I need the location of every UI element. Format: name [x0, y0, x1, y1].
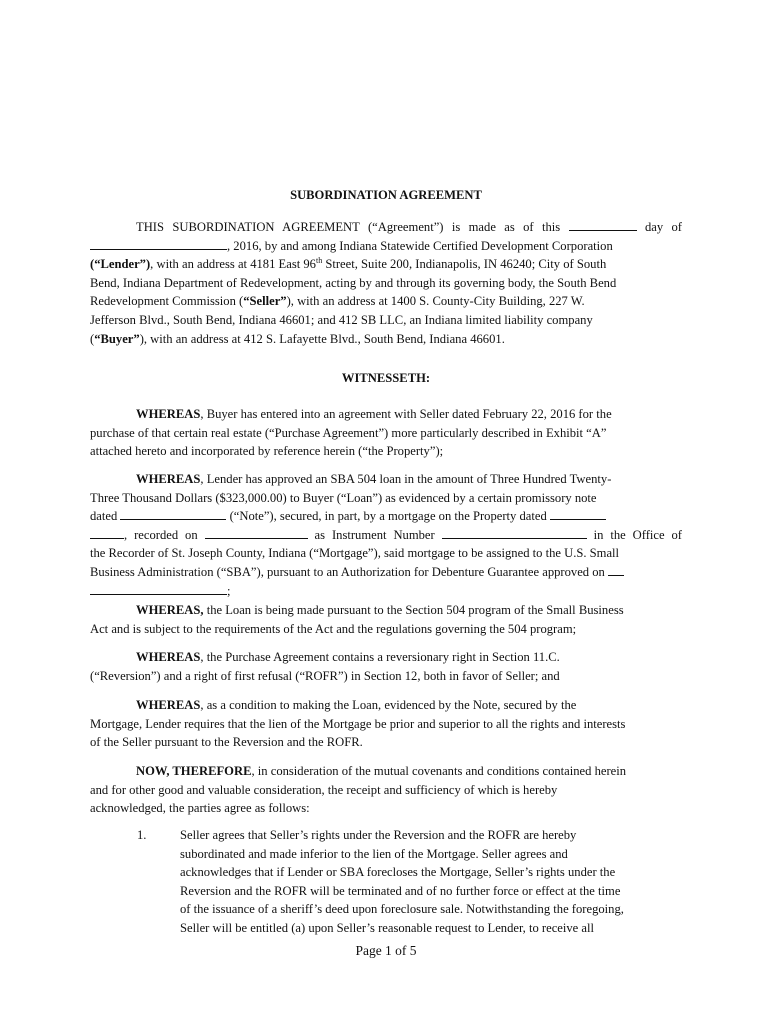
whereas-paragraph-5: WHEREAS, as a condition to making the Loan, evidenced by the Note, secured by the Mortgage, Lender requires that the lien of the Mortgage be prior and superior to all the rights and interests of the Seller pursuant to the Reversion and the ROFR. — [90, 698, 626, 750]
blank-approved-on — [608, 563, 624, 576]
witnesseth-heading: WITNESSETH: — [341, 371, 431, 385]
item-body: Seller agrees that Seller’s rights under the Reversion and the ROFR are hereby subordinated and made inferior to the lien of the Mortgage. Seller agrees and acknowledges that if Lender or SBA forecloses the Mortgage, Seller’s rights under the Reversion and the ROFR will be terminated and of no further force or effect at the time of the issuance of a sheriff’s deed upon foreclosure sale. Notwithstanding the foregoing, Seller will be entitled (a) upon Seller’s reasonable request to Lender, to receive all — [180, 828, 624, 935]
intro-paragraph — [90, 218, 682, 348]
intro-line: Redevelopment Commission (“Seller”), with an address at 1400 S. County-City Building, 227 W. — [90, 294, 585, 309]
blank-mortgage-date — [550, 507, 606, 520]
blank-approved-on-cont — [90, 582, 227, 595]
intro-line: Jefferson Blvd., South Bend, Indiana 46601; and 412 SB LLC, an Indiana limited liability company — [90, 312, 593, 327]
blank-note-date — [120, 507, 226, 520]
blank-month — [90, 237, 227, 250]
document-title: SUBORDINATION AGREEMENT — [290, 188, 482, 202]
whereas-paragraph-4: WHEREAS, the Purchase Agreement contains a reversionary right in Section 11.C. (“Reversion”) and a right of first refusal (“ROFR”) in Section 12, both in favor of Seller; and — [90, 650, 560, 683]
intro-line: (“Lender”), with an address at 4181 East 96th Street, Suite 200, Indianapolis, IN 46240; City of South — [90, 256, 607, 272]
page-footer — [90, 942, 682, 961]
blank-mortgage-date-cont — [90, 526, 124, 539]
whereas-paragraph-1: WHEREAS, Buyer has entered into an agreement with Seller dated February 22, 2016 for the purchase of that certain real estate (“Purchase Agreement”) more particularly described in Exhibit “A” attached hereto and incorporated by reference herein (“the Property”); — [90, 407, 612, 459]
intro-line: , 2016, by and among Indiana Statewide Certified Development Corporation — [90, 237, 682, 256]
intro-line: Bend, Indiana Department of Redevelopment, acting by and through its governing body, the South Bend — [90, 275, 617, 290]
item-number: 1. — [137, 828, 147, 842]
blank-recorded-on — [205, 526, 308, 539]
now-therefore-paragraph: NOW, THEREFORE, in consideration of the mutual covenants and conditions contained herein and for other good and valuable consideration, the receipt and sufficiency of which is hereby acknowledged, the parties agree as follows: — [90, 764, 627, 816]
whereas-paragraph-2: WHEREAS, Lender has approved an SBA 504 loan in the amount of Three Hundred Twenty- Three Thousand Dollars ($323,000.00) to Buyer (“Loan”) as evidenced by a certain promissory note dated (“Note”), secured, in part, by a mortgage on the Property dated , recorded on as Instrument Number in the Office of the Recorder of St. Joseph County, Indiana (“Mortgage”), said mortgage to be assigned to the U.S. Small Business Administration (“SBA”), pursuant to an Authorization for Debenture Guarantee approved on ; — [90, 472, 682, 598]
blank-instrument-number — [442, 526, 587, 539]
whereas-paragraph-3: WHEREAS, the Loan is being made pursuant to the Section 504 program of the Small Business Act and is subject to the requirements of the Act and the regulations governing the 504 program; — [90, 603, 624, 636]
blank-day — [569, 218, 637, 231]
intro-line: (“Buyer”), with an address at 412 S. Lafayette Blvd., South Bend, Indiana 46601. — [90, 331, 505, 346]
page-number: Page 1 of 5 — [355, 943, 417, 958]
intro-line: THIS SUBORDINATION AGREEMENT (“Agreement”) is made as of this day of — [136, 220, 682, 234]
